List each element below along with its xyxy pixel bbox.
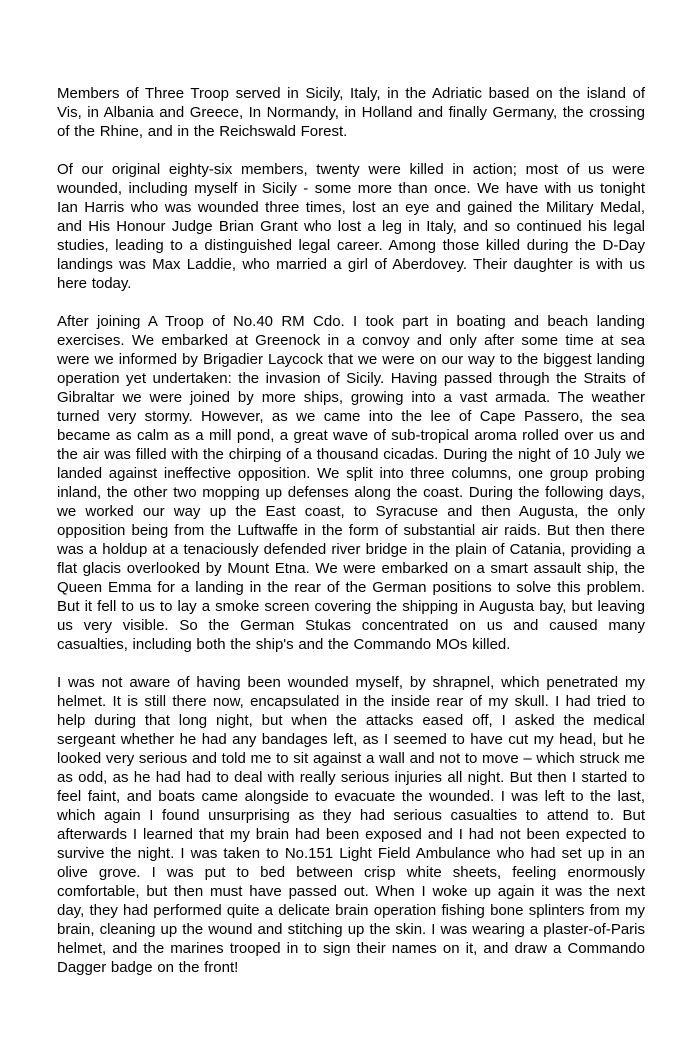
paragraph-wounded-recovery: I was not aware of having been wounded myself, by shrapnel, which penetrated my helmet. It is still there now, encapsulated in the inside rear of my skull. I had tried to help during that long night, but when the attacks eased off, I asked the medical sergeant whether he had any bandages left, as I seemed to have cut my head, but he looked very serious and told me to sit against a wall and not to move – which struck me as odd, as he had had to deal with really serious injuries all night. But then I started to feel faint, and boats came alongside to evacuate the wounded. I was left to the last, which again I found unsurprising as they had serious casualties to attend to. But afterwards I learned that my brain had been exposed and I had not been expected to survive the night. I was taken to No.151 Light Field Ambulance who had set up in an olive grove. I was put to bed between crisp white sheets, feeling enormously comfortable, but then must have passed out. When I woke up again it was the next day, they had performed quite a delicate brain operation fishing bone splinters from my brain, cleaning up the wound and stitching up the skin. I was wearing a plaster-of-Paris helmet, and the marines trooped in to sign their names on it, and draw a Commando Dagger badge on the front! bbox=[57, 674, 645, 976]
paragraph-sicily-invasion: After joining A Troop of No.40 RM Cdo. I took part in boating and beach landing exercises. We embarked at Greenock in a convoy and only after some time at sea were we informed by Brigadier Laycock that we were on our way to the biggest landing operation yet undertaken: the invasion of Sicily. Having passed through the Straits of Gibraltar we were joined by more ships, growing into a vast armada. The weather turned very stormy. However, as we came into the lee of Cape Passero, the sea became as calm as a mill pond, a great wave of sub-tropical aroma rolled over us and the air was filled with the chirping of a thousand cicadas. During the night of 10 July we landed against ineffective opposition. We split into three columns, one group probing inland, the other two mopping up defenses along the coast. During the following days, we worked our way up the East coast, to Syracuse and then Augusta, the only opposition being from the Luftwaffe in the form of substantial air raids. But then there was a holdup at a tenaciously defended river bridge in the plain of Catania, providing a flat glacis overlooked by Mount Etna. We were embarked on a smart assault ship, the Queen Emma for a landing in the rear of the German positions to solve this problem. But it fell to us to lay a smoke screen covering the shipping in Augusta bay, but leaving us very visible. So the German Stukas concentrated on us and caused many casualties, including both the ship's and the Commando MOs killed. bbox=[57, 313, 645, 653]
paragraph-service-history: Members of Three Troop served in Sicily, Italy, in the Adriatic based on the island of Vis, in Albania and Greece, In Normandy, in Holland and finally Germany, the crossing of the Rhine, and in the Reichswald Forest. bbox=[57, 85, 645, 140]
paragraph-casualties-and-members: Of our original eighty-six members, twenty were killed in action; most of us were wounded, including myself in Sicily - some more than once. We have with us tonight Ian Harris who was wounded three times, lost an eye and gained the Military Medal, and His Honour Judge Brian Grant who lost a leg in Italy, and so continued his legal studies, leading to a distinguished legal career. Among those killed during the D-Day landings was Max Laddie, who married a girl of Aberdovey. Their daughter is with us here today. bbox=[57, 161, 645, 292]
